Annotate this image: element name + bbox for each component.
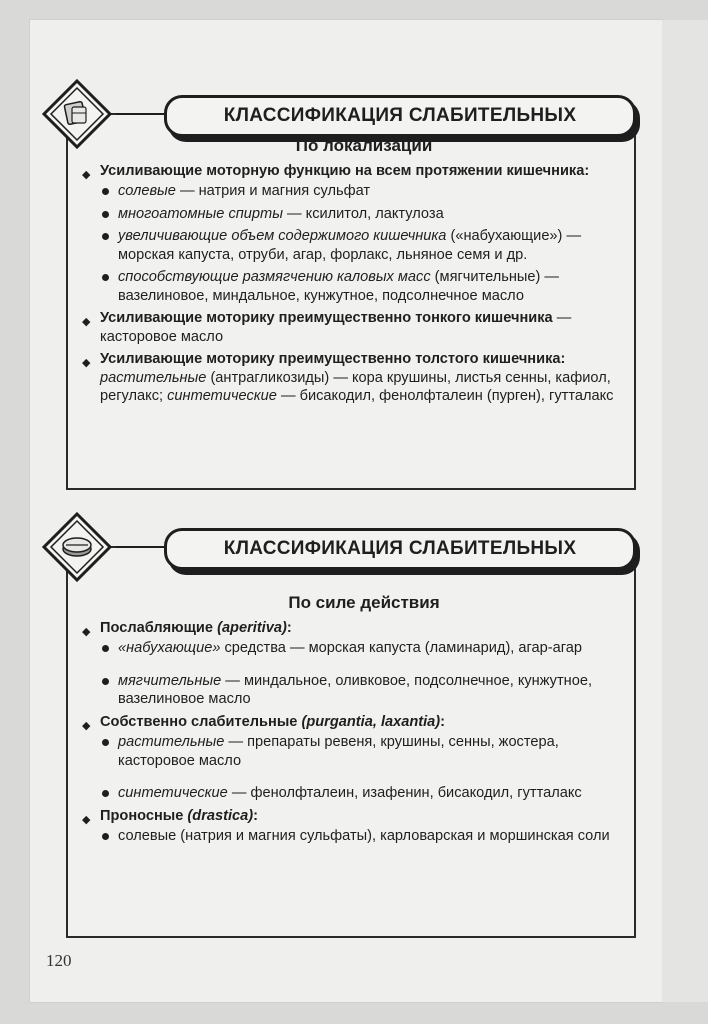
diamond-bullet-icon: ◆: [82, 168, 91, 181]
sub-item: синтетические — фенолфталеин, изафенин, бисакодил, гутталакс: [100, 784, 622, 803]
sub-item: растительные — препараты ревеня, крушины, сенны, жостера, касторовое масло: [100, 733, 622, 770]
section-content: [82, 594, 622, 850]
tablet-icon: [42, 512, 112, 582]
sub-item: способствующие размягчению каловых масс (мягчительные) — вазелиновое, миндальное, кунжутное, подсолнечное масло: [100, 268, 622, 305]
list-item: ◆ Проносные (drastica): солевые (натрия и магния сульфаты), карловарская и моршинская соли: [82, 807, 622, 846]
page-number: 120: [46, 951, 72, 970]
bullet-dot-icon: [102, 233, 109, 240]
diamond-bullet-icon: ◆: [82, 813, 91, 826]
section-content: [82, 137, 622, 410]
sub-item: солевые — натрия и магния сульфат: [100, 182, 622, 201]
classification-by-localization: [36, 95, 636, 490]
sub-item: солевые (натрия и магния сульфаты), карловарская и моршинская соли: [100, 827, 622, 846]
diamond-bullet-icon: ◆: [82, 357, 91, 369]
list-item: ◆ Собственно слабительные (purgantia, laxantia): растительные — препараты ревеня, крушины, сенны, жостера, касторовое масло синтетические — фенолфталеин, изафенин, бисакодил, гутталакс: [82, 713, 622, 803]
section-title-banner: КЛАССИФИКАЦИЯ СЛАБИТЕЛЬНЫХ: [164, 95, 636, 137]
bullet-dot-icon: [102, 833, 109, 840]
bullet-dot-icon: [102, 211, 109, 218]
sub-item: мягчительные — миндальное, оливковое, подсолнечное, кунжутное, вазелиновое масло: [100, 672, 622, 709]
adjacent-page-edge: [662, 20, 708, 1002]
list-item: ◆ Усиливающие моторику преимущественно тонкого кишечника — касторовое масло: [82, 310, 572, 345]
list-item: ◆ Послабляющие (aperitiva): «набухающие» средства — морская капуста (ламинарид), агар-агар мягчительные — миндальное, оливковое, подсолнечное, кунжутное, вазелиновое масло: [82, 619, 622, 709]
diamond-bullet-icon: ◆: [82, 625, 91, 638]
banner-connector: [116, 113, 166, 115]
bullet-dot-icon: [102, 739, 109, 746]
sub-item: многоатомные спирты — ксилитол, лактулоза: [100, 205, 622, 224]
diamond-bullet-icon: ◆: [82, 316, 91, 328]
list-item: ◆ Усиливающие моторную функцию на всем протяжении кишечника: солевые — натрия и магния сульфат многоатомные спирты — ксилитол, лактулоза увеличивающие объем содержимого кишечника («набухающие») — морская капуста, отруби, агар, форлакс, льняное семя и др. способствующие размягчению каловых масс (мягчительные) — вазелиновое, миндальное, кунжутное, подсолнечное масло: [82, 162, 622, 306]
diamond-bullet-icon: ◆: [82, 719, 91, 732]
list-item: ◆ Усиливающие моторику преимущественно толстого кишечника: растительные (антрагликозиды) — кора крушины, листья сенны, кафиол, регулакс; синтетические — бисакодил, фенолфталеин (пурген), гутталакс: [82, 351, 614, 404]
bullet-dot-icon: [102, 678, 109, 685]
banner-connector: [116, 546, 166, 548]
bullet-dot-icon: [102, 188, 109, 195]
section-subtitle: По силе действия: [288, 593, 440, 612]
section-subtitle: По локализации: [295, 136, 433, 155]
bullet-dot-icon: [102, 274, 109, 281]
sub-item: увеличивающие объем содержимого кишечника («набухающие») — морская капуста, отруби, агар, форлакс, льняное семя и др.: [100, 227, 622, 264]
classification-by-strength: [36, 528, 636, 938]
sub-item: «набухающие» средства — морская капуста (ламинарид), агар-агар: [100, 639, 622, 658]
section-title-banner: КЛАССИФИКАЦИЯ СЛАБИТЕЛЬНЫХ: [164, 528, 636, 570]
bullet-dot-icon: [102, 645, 109, 652]
bullet-dot-icon: [102, 790, 109, 797]
